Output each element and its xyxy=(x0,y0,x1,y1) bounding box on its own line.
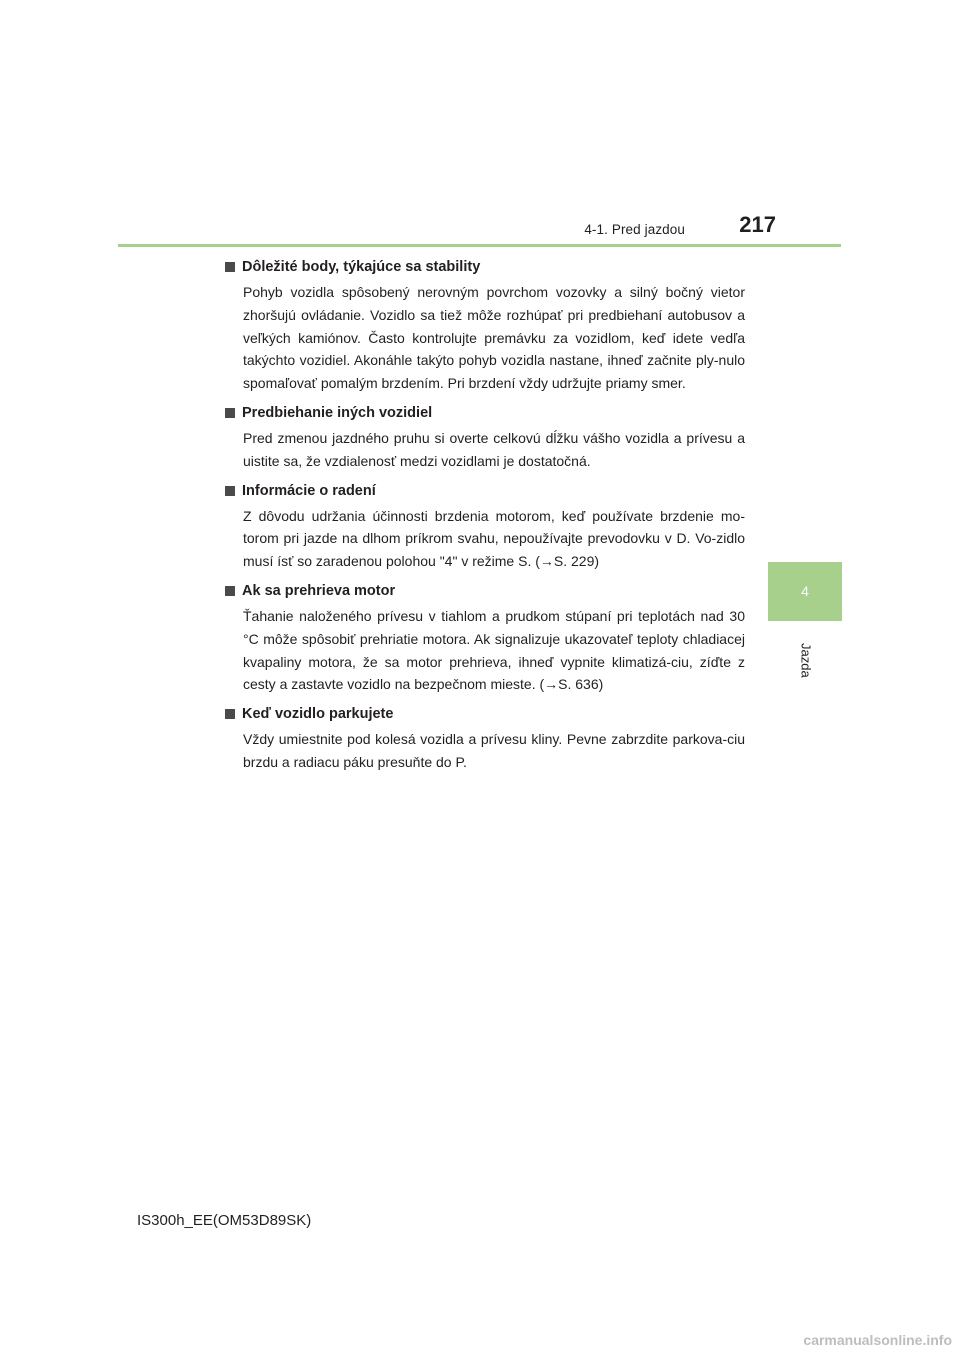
square-bullet-icon xyxy=(225,408,235,418)
manual-code: IS300h_EE(OM53D89SK) xyxy=(137,1212,312,1229)
chapter-tab[interactable] xyxy=(768,562,842,621)
chapter-title: Jazda xyxy=(798,642,814,678)
section-heading-text: Ak sa prehrieva motor xyxy=(242,582,396,599)
header-divider xyxy=(118,244,841,247)
section-parking xyxy=(223,702,745,774)
section-heading xyxy=(223,702,745,726)
square-bullet-icon xyxy=(225,586,235,596)
section-body: Z dôvodu udržania účinnosti brzdenia motorom, keď používate brzdenie mo-torom pri jazde na dlhom príkrom svahu, nepoužívajte prevodovku v D. Vo-zidlo musí ísť so zaradenou polohou "4" v režime S. (→S. 229) xyxy=(243,507,745,570)
section-shifting xyxy=(223,479,745,573)
page-number: 217 xyxy=(739,212,776,237)
section-label: 4-1. Pred jazdou xyxy=(584,222,685,237)
section-heading-text: Keď vozidlo parkujete xyxy=(242,706,394,723)
section-heading xyxy=(223,401,745,425)
page-content xyxy=(223,255,745,780)
section-stability xyxy=(223,255,745,395)
square-bullet-icon xyxy=(225,486,235,496)
watermark: carmanualsonline.info xyxy=(803,1332,952,1348)
section-heading xyxy=(223,255,745,279)
section-body: Vždy umiestnite pod kolesá vozidla a prívesu kliny. Pevne zabrzdite parkova-ciu brzdu a radiacu páku presuňte do P. xyxy=(243,731,745,770)
section-overtaking xyxy=(223,401,745,473)
section-body: Pred zmenou jazdného pruhu si overte celkovú dĺžku vášho vozidla a prívesu a uistite sa, že vzdialenosť medzi vozidlami je dostatočná. xyxy=(243,429,745,469)
section-heading-text: Dôležité body, týkajúce sa stability xyxy=(242,259,481,275)
section-body: Ťahanie naloženého prívesu v tiahlom a prudkom stúpaní pri teplotách nad 30 °C môže spôsobiť prehriatie motora. Ak signalizuje ukazovateľ teploty chladiacej kvapaliny motora, že sa motor prehrieva, ihneď vypnite klimatizá-ciu, zíďte z cesty a zastavte vozidlo na bezpečnom mieste. (→S. 636) xyxy=(243,607,745,693)
section-heading xyxy=(223,579,745,603)
section-body: Pohyb vozidla spôsobený nerovným povrchom vozovky a silný bočný vietor zhoršujú ovládanie. Vozidlo sa tiež môže rozhúpať pri predbiehaní autobusov a veľkých kamiónov. Často kontrolujte premávku za vozidlom, keď idete vedľa takýchto vozidiel. Akonáhle takýto pohyb vozidla nastane, ihneď začnite ply-nulo spomaľovať pomalým brzdením. Pri brzdení vždy udržujte priamy smer. xyxy=(243,284,745,392)
section-heading-text: Predbiehanie iných vozidiel xyxy=(242,404,433,421)
section-heading xyxy=(223,479,745,503)
section-overheating xyxy=(223,579,745,696)
section-heading-text: Informácie o radení xyxy=(242,482,376,499)
square-bullet-icon xyxy=(225,709,235,719)
square-bullet-icon xyxy=(225,262,235,272)
chapter-number: 4 xyxy=(801,583,809,599)
